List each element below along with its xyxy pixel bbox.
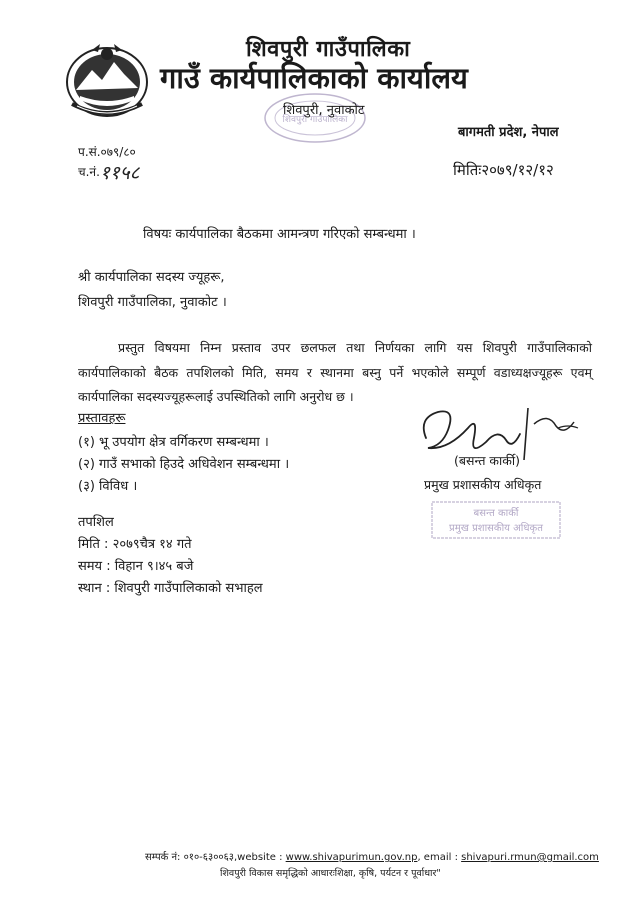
proposal-item: (२) गाउँ सभाको हिउदे अधिवेशन सम्बन्धमा । <box>78 457 290 472</box>
addressee-line-2: शिवपुरी गाउँपालिका, नुवाकोट । <box>78 295 227 310</box>
municipality-name: शिवपुरी गाउँपालिका <box>246 37 411 62</box>
svg-text:बसन्त कार्की: बसन्त कार्की <box>473 508 519 519</box>
footer-contact-prefix: सम्पर्क नं: ०१०-६३००६३,website : <box>145 852 286 863</box>
meeting-time: समय : विहान ९।४५ बजे <box>78 559 194 574</box>
details-heading: तपशिल <box>78 515 114 530</box>
letter-date: मितिः२०७९/१२/१२ <box>453 161 554 179</box>
government-emblem-icon <box>62 40 152 120</box>
province-address: बागमती प्रदेश, नेपाल <box>458 125 559 140</box>
body-text: प्रस्तुत विषयमा निम्न प्रस्ताव उपर छलफल तथा निर्णयका लागि यस शिवपुरी गाउँपालिकाको कार्यपालिकाको बैठक तपशिलको मिति, समय र स्थानमा बस्नु पर्ने भएकोले सम्पूर्ण वडाध्यक्षज्यूहरू एवम् कार्यपालिका सदस्यज्यूहरूलाई उपस्थितिको लागि अनुरोध छ । <box>78 340 592 404</box>
footer-website-link[interactable]: www.shivapurimun.gov.np <box>285 852 418 863</box>
meeting-place: स्थान : शिवपुरी गाउँपालिकाको सभाहल <box>78 581 263 596</box>
signatory-name: (बसन्त कार्की) <box>454 453 520 468</box>
meeting-date: मिति : २०७९चैत्र १४ गते <box>78 537 192 552</box>
office-name: गाउँ कार्यपालिकाको कार्यालय <box>160 61 468 95</box>
proposals-heading: प्रस्तावहरू <box>78 411 126 426</box>
proposal-item: (३) विविध । <box>78 479 138 494</box>
office-location: शिवपुरी, नुवाकोट <box>283 103 365 118</box>
addressee-line-1: श्री कार्यपालिका सदस्य ज्यूहरू, <box>78 270 225 285</box>
footer-email-link[interactable]: shivapuri.rmun@gmail.com <box>461 852 599 863</box>
subject-line: विषयः कार्यपालिका बैठकमा आमन्त्रण गरिएको सम्बन्धमा । <box>143 227 416 242</box>
footer-tagline: शिवपुरी विकास समृद्धिको आधारःशिक्षा, कृषि, पर्यटन र पूर्वाधार" <box>220 868 441 879</box>
svg-text:शिवपुरी गाउँपालिका: शिवपुरी गाउँपालिका <box>282 115 348 125</box>
signatory-title: प्रमुख प्रशासकीय अधिकृत <box>424 477 542 492</box>
chalani-number-handwritten: ११५८ <box>100 162 140 184</box>
patra-sankhya: प.सं.०७९/८० <box>78 145 136 159</box>
svg-text:प्रमुख प्रशासकीय अधिकृत: प्रमुख प्रशासकीय अधिकृत <box>449 523 543 534</box>
footer-email-prefix: , email : <box>417 852 462 863</box>
footer-contact <box>145 849 599 863</box>
proposal-item: (१) भू उपयोग क्षेत्र वर्गिकरण सम्बन्धमा । <box>78 435 269 450</box>
chalani-label: च.नं. <box>78 165 100 179</box>
officer-name-stamp <box>430 500 562 540</box>
